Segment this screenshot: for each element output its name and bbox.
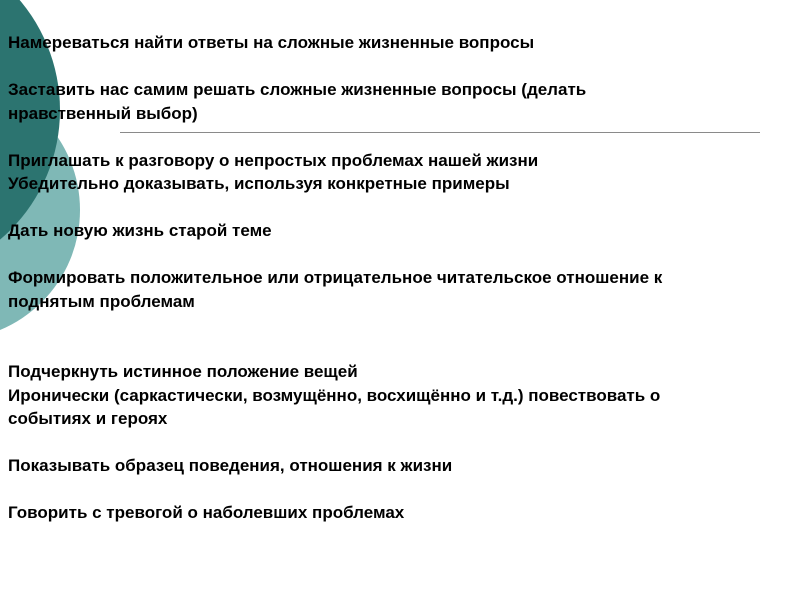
- text-line: Иронически (саркастически, возмущённо, восхищённо и т.д.) повествовать о: [8, 385, 661, 405]
- text-line: нравственный выбор): [8, 103, 198, 123]
- slide-text-block: [8, 31, 788, 525]
- blank-line: [8, 478, 788, 502]
- text-line: Приглашать к разговору о непростых проблемах нашей жизни: [8, 150, 539, 170]
- text-line: поднятым проблемам: [8, 291, 195, 311]
- text-line: Подчеркнуть истинное положение вещей: [8, 362, 358, 381]
- blank-line: [8, 313, 788, 337]
- blank-line: [8, 243, 788, 267]
- text-line: Формировать положительное или отрицательное читательское отношение к: [8, 268, 663, 287]
- blank-line: [8, 55, 788, 79]
- blank-line: [8, 337, 788, 361]
- text-line: Говорить с тревогой о наболевших проблемах: [8, 503, 405, 522]
- text-line: Дать новую жизнь старой теме: [8, 221, 272, 240]
- blank-line: [8, 196, 788, 220]
- text-line: Заставить нас самим решать сложные жизненные вопросы (делать: [8, 80, 587, 99]
- blank-line: [8, 431, 788, 455]
- text-line: Убедительно доказывать, используя конкретные примеры: [8, 174, 510, 193]
- text-line: Намереваться найти ответы на сложные жизненные вопросы: [8, 33, 535, 52]
- blank-line: [8, 125, 788, 149]
- text-line: Показывать образец поведения, отношения к жизни: [8, 456, 453, 475]
- text-line: событиях и героях: [8, 409, 168, 428]
